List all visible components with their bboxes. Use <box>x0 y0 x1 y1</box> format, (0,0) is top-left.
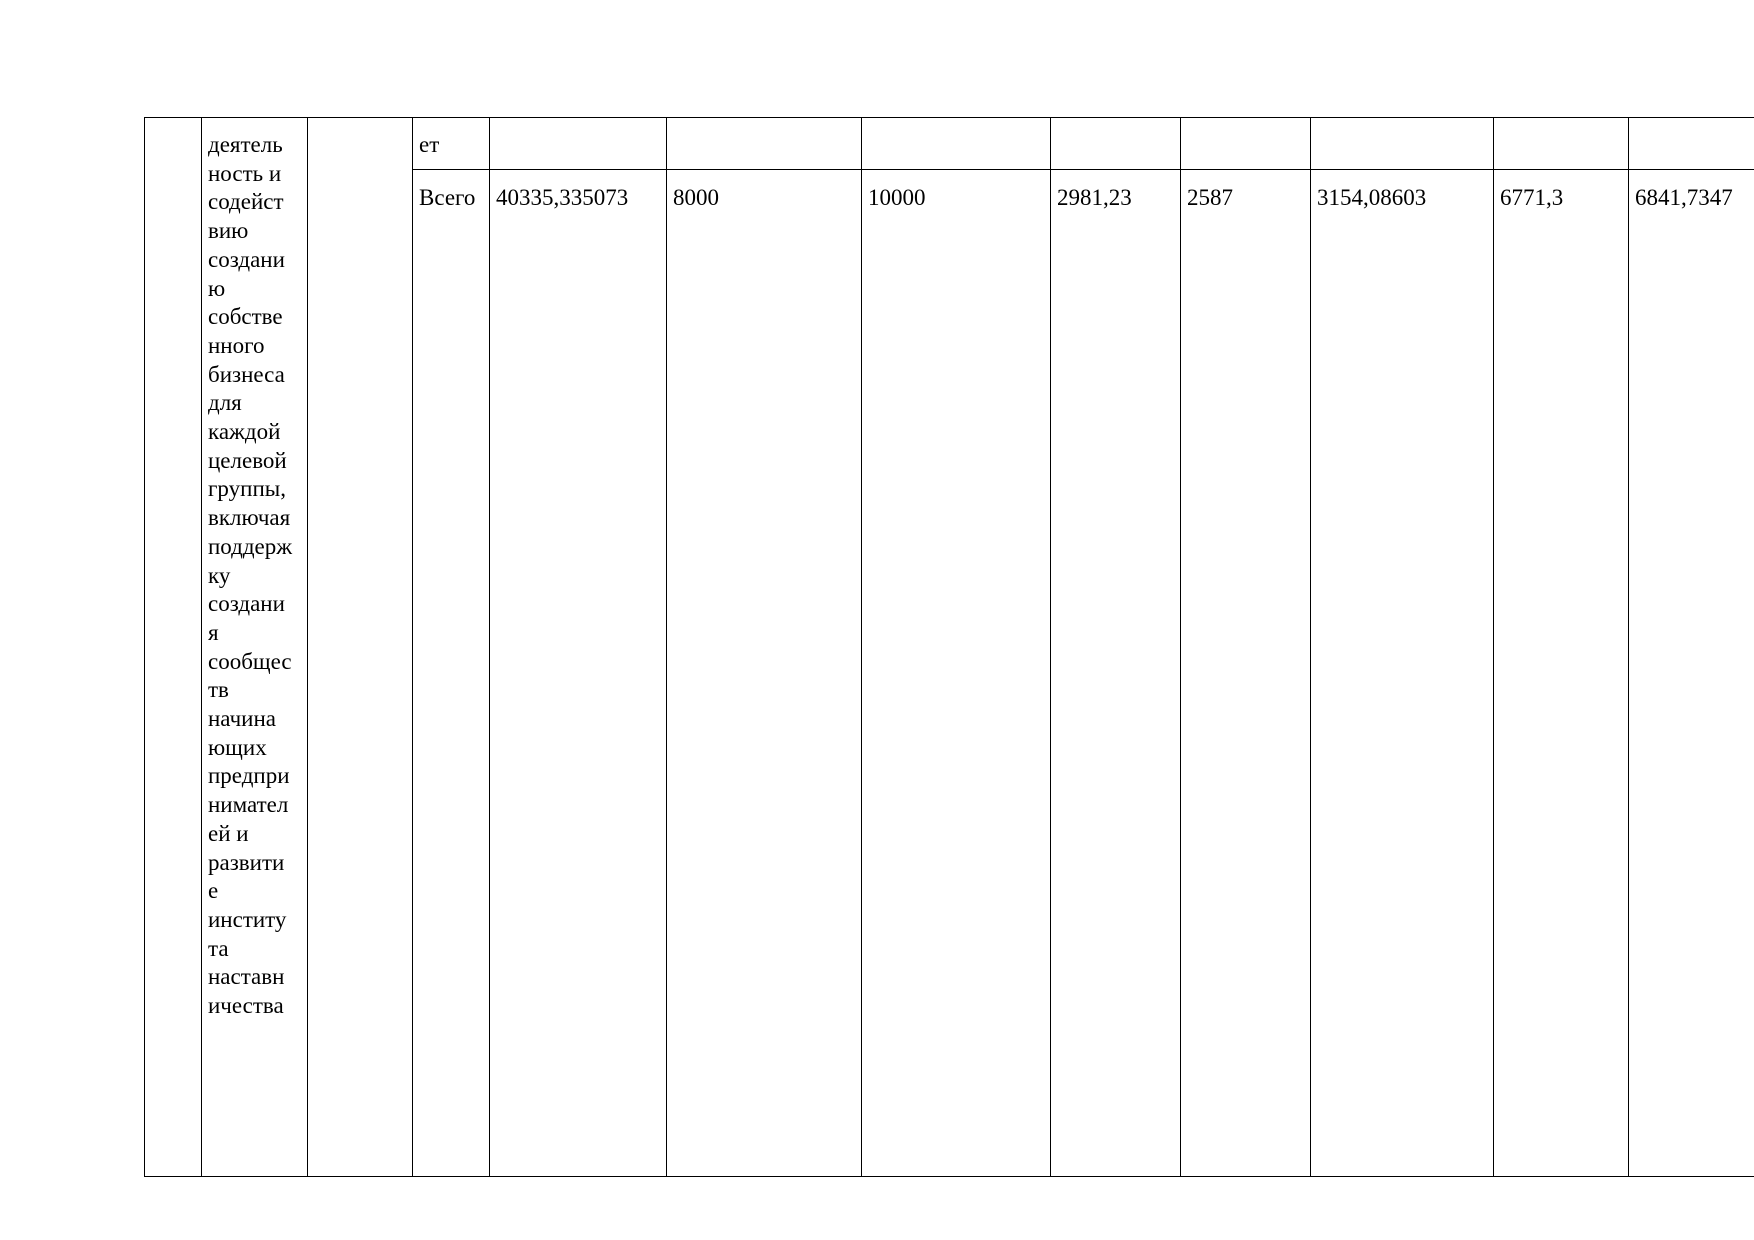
value-cell-total <box>490 170 667 1177</box>
funding-source-text: ет <box>419 132 440 157</box>
value: 8000 <box>673 185 719 210</box>
table-cell <box>1051 118 1181 170</box>
table-row <box>145 118 1754 170</box>
value: 10000 <box>868 185 926 210</box>
activity-description-text: деятель ность и содейст вию создани ю собстве нного бизнеса для каждой целевой группы, включая поддерж ку создани я сообщес тв начина ющих предпри нимател ей и развити е институ та наставн ичества <box>208 132 293 1019</box>
value-cell <box>862 170 1051 1177</box>
value-cell <box>667 170 862 1177</box>
table-cell <box>667 118 862 170</box>
table-cell <box>1311 118 1494 170</box>
total-label: Всего <box>419 185 476 210</box>
table-cell <box>490 118 667 170</box>
value-cell <box>1494 170 1629 1177</box>
funding-source-cell <box>413 118 490 170</box>
value-cell <box>1629 170 1754 1177</box>
value-cell <box>1311 170 1494 1177</box>
value: 2587 <box>1187 185 1233 210</box>
value-cell <box>1181 170 1311 1177</box>
index-cell <box>145 118 202 1177</box>
value: 3154,08603 <box>1317 185 1427 210</box>
value: 6771,3 <box>1500 185 1564 210</box>
value: 6841,7347 <box>1635 185 1733 210</box>
total-label-cell <box>413 170 490 1177</box>
table-cell <box>1494 118 1629 170</box>
value-total: 40335,335073 <box>496 185 629 210</box>
table-cell <box>1181 118 1311 170</box>
executor-cell <box>308 118 413 1177</box>
value: 2981,23 <box>1057 185 1132 210</box>
table-cell <box>1629 118 1754 170</box>
value-cell <box>1051 170 1181 1177</box>
funding-table <box>144 117 1754 1177</box>
table-cell <box>862 118 1051 170</box>
activity-description-cell <box>202 118 308 1177</box>
